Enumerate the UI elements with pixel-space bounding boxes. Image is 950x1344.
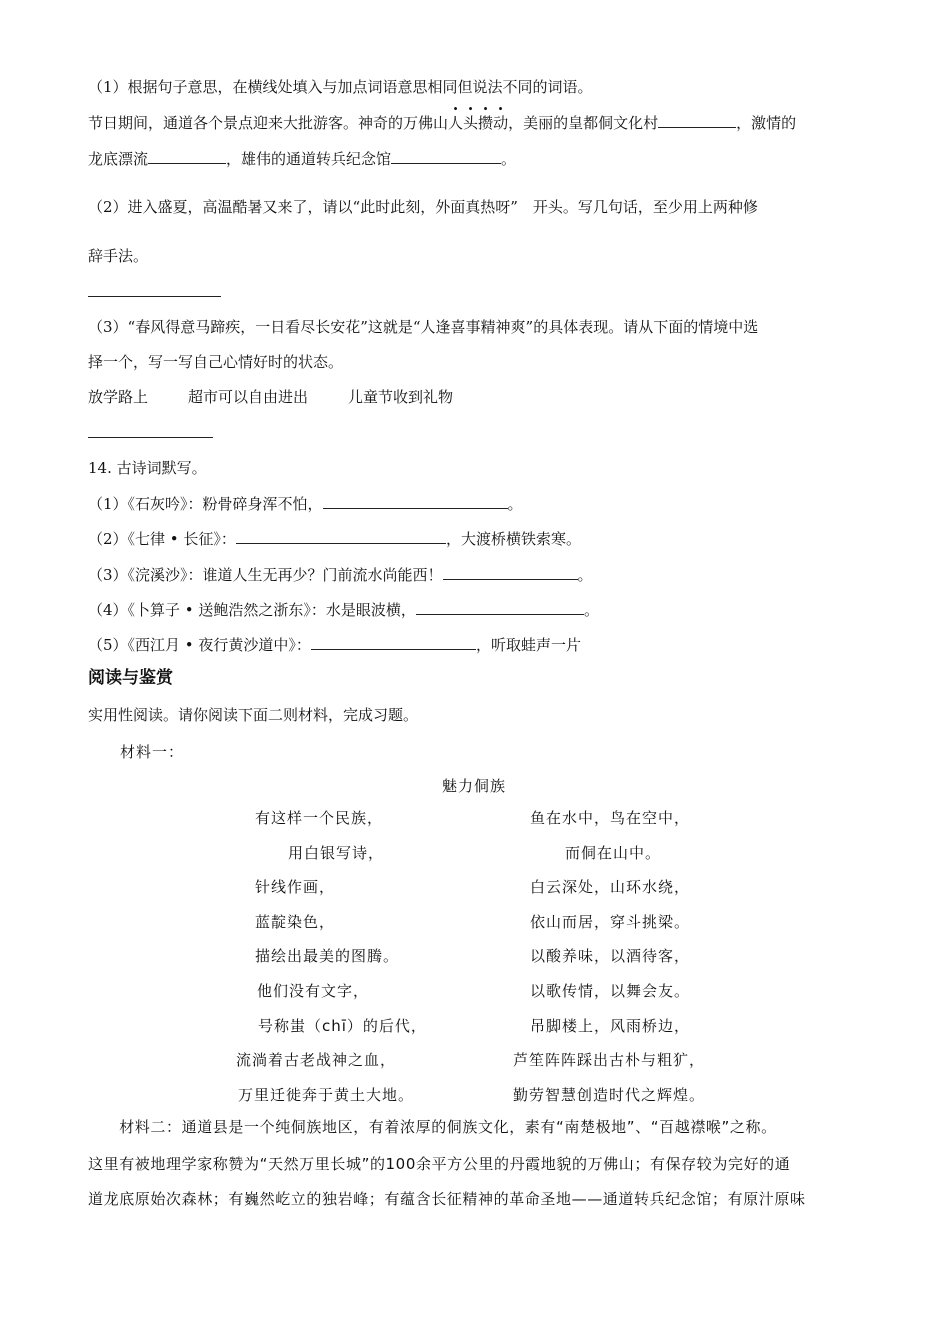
item-text: （2）《七律 • 长征》： [88,530,236,548]
poem-line-left: 描绘出最美的图腾。 [255,947,400,966]
poem-line-right: 以歌传情，以舞会友。 [530,982,691,1000]
poem-line-right: 以酸养味，以酒待客， [530,947,691,966]
poem-line-right: 勤劳智慧创造时代之辉煌。 [513,1085,706,1104]
poem-line-right: 而侗在山中。 [565,843,662,862]
poem-line-left: 针线作画， [255,878,336,897]
sentence-segment: 龙底漂流 [88,150,149,168]
q13-part1-intro: （1）根据句子意思，在横线处填入与加点词语意思相同但说法不同的词语。 [88,78,593,96]
section-intro: 实用性阅读。请你阅读下面二则材料，完成习题。 [88,706,419,724]
q14-item-1 [88,492,523,515]
q14-title: 14. 古诗词默写。 [88,459,207,477]
item-text: 。 [507,495,523,513]
sentence-segment: 节日期间，通道各个景点迎来大批游客。神奇的万佛山 [88,114,449,132]
poem-line-right: 依山而居，穿斗挑梁。 [530,912,691,931]
answer-blank[interactable] [658,111,736,128]
q13-part3-options [88,386,453,408]
q13-part2-text: （2）进入盛夏，高温酷暑又来了，请以“此时此刻，外面真热呀” 开头。写几句话，至少用上两种修 [88,198,758,216]
answer-blank[interactable] [391,147,501,164]
q13-part3-line1: （3）“春风得意马蹄疾，一日看尽长安花”这就是“人逢喜事精神爽”的具体表现。请从下面的情境中选 [88,318,759,336]
answer-blank[interactable] [148,147,226,164]
answer-blank[interactable] [311,633,476,650]
poem-line-left: 他们没有文字， [257,982,370,1000]
q14-item-3 [88,563,593,586]
sentence-segment: 。 [501,150,517,168]
dotted-char: 动 [493,114,509,132]
poem-line-left: 蓝靛染色， [255,912,336,931]
item-text: （1）《石灰吟》：粉骨碎身浑不怕， [88,495,323,513]
q13-part3-line2: 择一个，写一写自己心情好时的状态。 [88,353,344,371]
answer-blank[interactable] [323,492,508,509]
item-text: ，听取蛙声一片 [475,636,581,654]
q14-item-4 [88,598,599,621]
item-text: （5）《西江月 • 夜行黄沙道中》： [88,636,311,654]
poem-line-right: 白云深处，山环水绕， [530,878,691,897]
material2-line: 道龙底原始次森林；有巍然屹立的独岩峰；有蕴含长征精神的革命圣地——通道转兵纪念馆；有原汁原味 [88,1190,806,1208]
q13-part2-text-cont: 辞手法。 [88,247,149,265]
material2-line: 这里有被地理学家称赞为“天然万里长城”的100余平方公里的丹霞地貌的万佛山；有保存较为完好的通 [88,1155,791,1173]
poem-line-left: 流淌着古老战神之血， [236,1051,397,1070]
material1-label: 材料一： [120,743,185,761]
item-text: ，大渡桥横铁索寒。 [445,530,581,548]
sentence-segment: ，美丽的皇都侗文化村 [508,114,659,132]
item-text: 。 [577,566,593,584]
dotted-char: 人 [448,114,464,132]
material2-line: 材料二：通道县是一个纯侗族地区，有着浓厚的侗族文化，素有“南楚极地”、“百越襟喉”之称。 [88,1118,777,1136]
poem-line-right: 芦笙阵阵踩出古朴与粗犷， [513,1051,706,1070]
item-text: （3）《浣溪沙》：谁道人生无再少？门前流水尚能西！ [88,566,443,584]
q14-item-5 [88,633,581,656]
answer-blank[interactable] [236,527,446,544]
option: 超市可以自由进出 [188,388,309,406]
poem-line-left: 用白银写诗， [288,843,385,862]
answer-blank[interactable] [416,598,584,615]
poem-line-left: 万里迁徙奔于黄土大地。 [238,1085,415,1104]
item-text: 。 [583,601,599,619]
poem-line-left: 有这样一个民族， [255,809,384,827]
q13-part1-sentence-cont [88,147,516,170]
q13-part1-sentence [88,111,796,134]
q14-item-2 [88,527,581,550]
sentence-segment: ，雄伟的通道转兵纪念馆 [226,150,392,168]
item-text: （4）《卜算子 • 送鲍浩然之浙东》：水是眼波横， [88,601,416,619]
answer-line[interactable] [88,296,221,297]
answer-blank[interactable] [443,563,578,580]
poem-title: 魅力侗族 [442,777,507,795]
dotted-char: 攒 [478,114,494,132]
answer-line[interactable] [88,437,213,438]
poem-line-left: 号称蚩（chī）的后代， [258,1016,427,1035]
option: 儿童节收到礼物 [348,388,454,406]
poem-line-right: 鱼在水中，鸟在空中， [530,809,691,827]
section-heading: 阅读与鉴赏 [88,668,173,688]
sentence-segment: ，激情的 [736,114,797,132]
dotted-char: 头 [463,114,479,132]
poem-line-right: 吊脚楼上，风雨桥边， [530,1016,691,1035]
option: 放学路上 [88,388,149,406]
